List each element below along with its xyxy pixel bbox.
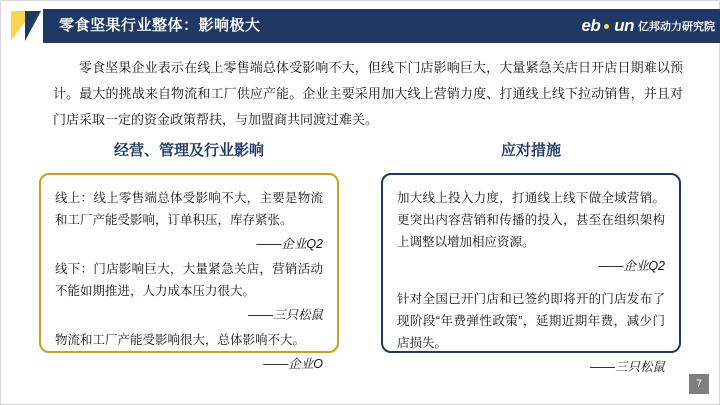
left-source-3: ——企业O (263, 357, 323, 371)
header-accent-shape (11, 11, 51, 41)
right-quote-1: 加大线上投入力度，打通线上线下做全域营销。更突出内容营销和传播的投入，甚至在组织架构上调整以增加相应资源。 (397, 191, 665, 249)
right-source-1: ——企业Q2 (598, 259, 665, 273)
left-source-2: ——三只松鼠 (247, 308, 323, 322)
left-content-box (39, 173, 339, 371)
slide-header (1, 9, 720, 43)
logo-mark-right: un (614, 16, 634, 35)
left-source-1: ——企业Q2 (256, 237, 323, 251)
page-title: 零食坚果行业整体：影响极大 (59, 17, 261, 34)
right-content-box (381, 173, 681, 374)
logo-text: 亿邦动力研究院 (638, 21, 715, 33)
logo-dot-icon (604, 24, 609, 29)
left-column-heading: 经营、管理及行业影响 (113, 142, 264, 159)
left-quote-3: 物流和工厂产能受影响很大，总体影响不大。 (55, 333, 306, 347)
box-spacer (397, 280, 665, 288)
right-column-heading: 应对措施 (500, 142, 561, 159)
left-quote-1: 线上：线上零售端总体受影响不大，主要是物流和工厂产能受影响，订单积压，库存紧张。 (55, 191, 323, 227)
right-source-2: ——三只松鼠 (589, 360, 665, 374)
logo-mark-left: eb (581, 16, 601, 35)
brand-logo (581, 9, 715, 43)
navy-triangle-icon (25, 11, 41, 41)
page-number-badge: 7 (689, 374, 709, 394)
left-quote-2: 线下：门店影响巨大，大量紧急关店，营销活动不能如期推进，人力成本压力很大。 (55, 262, 323, 298)
intro-paragraph: 零食坚果企业表示在线上零售端总体受影响不大，但线下门店影响巨大，大量紧急关店日开店日期难以预计。最大的挑战来自物流和工厂供应产能。企业主要采用加大线上营销力度、打通线上线下拉动销售，并且对门店采取一定的资金政策帮扶，与加盟商共同渡过难关。 (53, 60, 683, 127)
right-quote-2: 针对全国已开门店和已签约即将开的门店发布了现阶段“年费弹性政策”，延期近期年费，减少门店损失。 (397, 292, 665, 350)
